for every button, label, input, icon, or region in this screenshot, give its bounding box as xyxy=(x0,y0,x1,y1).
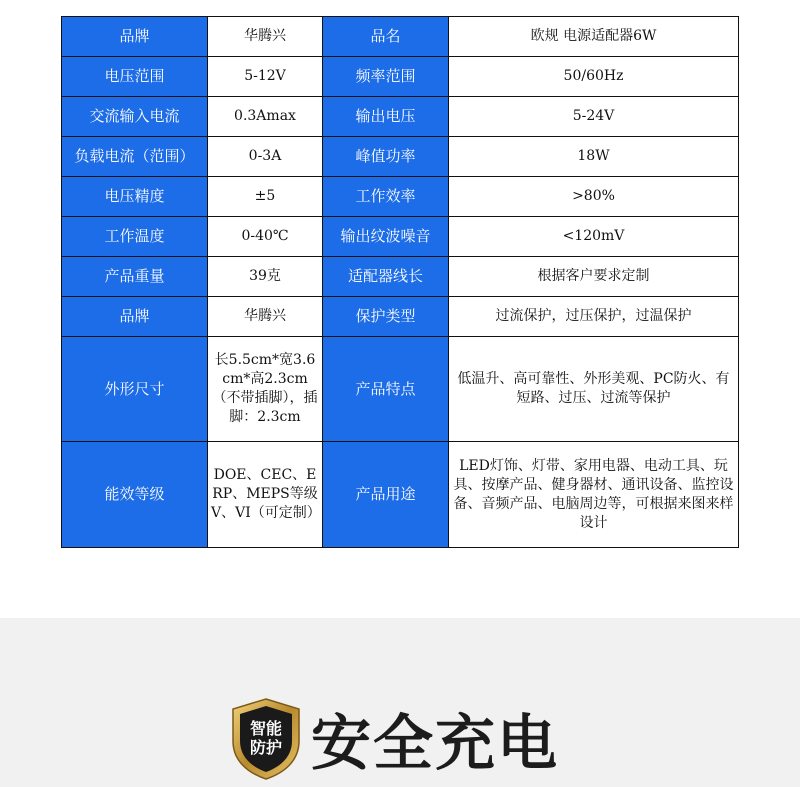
spec-label: 品牌 xyxy=(62,297,208,337)
spec-value: 根据客户要求定制 xyxy=(449,257,739,297)
table-row xyxy=(62,57,739,97)
table-row xyxy=(62,297,739,337)
table-row xyxy=(62,217,739,257)
spec-label: 产品特点 xyxy=(323,337,449,442)
spec-label: 工作温度 xyxy=(62,217,208,257)
spec-value: <120mV xyxy=(449,217,739,257)
badge-line-1: 智能 xyxy=(249,719,282,738)
spec-value: 18W xyxy=(449,137,739,177)
spec-table xyxy=(61,16,739,548)
table-row xyxy=(62,97,739,137)
spec-value: 39克 xyxy=(208,257,323,297)
spec-value: LED灯饰、灯带、家用电器、电动工具、玩具、按摩产品、健身器材、通讯设备、监控设备、音频产品、电脑周边等，可根据来图来样设计 xyxy=(449,442,739,548)
section-title: 安全充电 xyxy=(311,709,559,779)
spec-value: 长5.5cm*宽3.6cm*高2.3cm（不带插脚），插脚：2.3cm xyxy=(208,337,323,442)
spec-label: 外形尺寸 xyxy=(62,337,208,442)
spec-value: >80% xyxy=(449,177,739,217)
spec-value: 华腾兴 xyxy=(208,17,323,57)
spec-value: 华腾兴 xyxy=(208,297,323,337)
spec-label: 电压精度 xyxy=(62,177,208,217)
spec-label: 频率范围 xyxy=(323,57,449,97)
spec-label: 品牌 xyxy=(62,17,208,57)
spec-value: ±5 xyxy=(208,177,323,217)
spec-label: 适配器线长 xyxy=(323,257,449,297)
table-row xyxy=(62,337,739,442)
table-row xyxy=(62,257,739,297)
spec-value: 0-3A xyxy=(208,137,323,177)
shield-badge-icon xyxy=(229,697,303,781)
table-row xyxy=(62,137,739,177)
table-row xyxy=(62,442,739,548)
spec-label: 工作效率 xyxy=(323,177,449,217)
spec-value: DOE、CEC、ERP、MEPS等级V、VI（可定制） xyxy=(208,442,323,548)
spec-value: 5-12V xyxy=(208,57,323,97)
spec-label: 输出纹波噪音 xyxy=(323,217,449,257)
spec-value: 0.3Amax xyxy=(208,97,323,137)
spec-value: 50/60Hz xyxy=(449,57,739,97)
table-row xyxy=(62,177,739,217)
spec-label: 输出电压 xyxy=(323,97,449,137)
section-divider xyxy=(5,594,795,618)
spec-label: 品名 xyxy=(323,17,449,57)
spec-value: 5-24V xyxy=(449,97,739,137)
spec-label: 产品用途 xyxy=(323,442,449,548)
spec-label: 产品重量 xyxy=(62,257,208,297)
table-row xyxy=(62,17,739,57)
shield-badge-text xyxy=(229,719,303,757)
spec-value: 过流保护，过压保护，过温保护 xyxy=(449,297,739,337)
spec-label: 保护类型 xyxy=(323,297,449,337)
spec-label: 峰值功率 xyxy=(323,137,449,177)
badge-line-2: 防护 xyxy=(249,738,282,757)
spec-label: 负载电流（范围） xyxy=(62,137,208,177)
safety-title-group xyxy=(229,697,559,781)
spec-label: 能效等级 xyxy=(62,442,208,548)
spec-label: 电压范围 xyxy=(62,57,208,97)
spec-label: 交流输入电流 xyxy=(62,97,208,137)
spec-value: 欧规 电源适配器6W xyxy=(449,17,739,57)
spec-value: 低温升、高可靠性、外形美观、PC防火、有短路、过压、过流等保护 xyxy=(449,337,739,442)
spec-value: 0-40℃ xyxy=(208,217,323,257)
